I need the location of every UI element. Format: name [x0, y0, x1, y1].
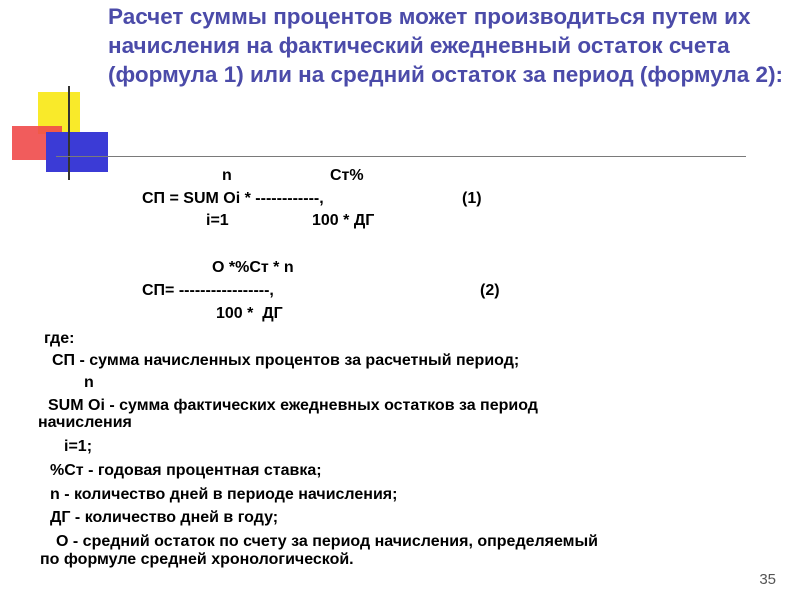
formula1-number: (1) — [462, 190, 482, 207]
title-divider-line — [56, 156, 746, 157]
formula2-numerator: О *%Ст * n — [212, 259, 294, 276]
definition-sum-oi-continued: начисления — [38, 414, 132, 431]
formula1-sum-lower-limit: i=1 — [206, 212, 229, 229]
definition-sp: СП - сумма начисленных процентов за расчетный период; — [52, 352, 520, 369]
definition-o-continued: по формуле средней хронологической. — [40, 551, 354, 568]
definition-sum-lower-limit: i=1; — [64, 438, 93, 455]
formula1-denominator: 100 * ДГ — [312, 212, 375, 229]
definitions-where: где: — [44, 330, 75, 347]
decorative-blue-rectangle — [46, 132, 108, 172]
formula1-rate: Ст% — [330, 167, 364, 184]
page-number: 35 — [759, 571, 776, 588]
formula2-main: СП= -----------------, — [142, 282, 274, 299]
formula2-number: (2) — [480, 282, 500, 299]
definition-n-days: n - количество дней в периоде начисления; — [50, 486, 398, 503]
formula1-main: СП = SUM Oi * ------------, — [142, 190, 324, 207]
formula1-sum-upper-limit: n — [222, 167, 232, 184]
formula2-denominator: 100 * ДГ — [216, 305, 283, 322]
slide-title: Расчет суммы процентов может производиться путем их начисления на фактический ежедневный остаток счета (формула 1) или на средний остаток за период (формула 2): — [108, 4, 784, 87]
definition-sum-upper-limit: n — [84, 374, 94, 391]
definition-o: О - средний остаток по счету за период начисления, определяемый — [56, 533, 599, 550]
decorative-vertical-line — [68, 86, 70, 180]
definition-sum-oi: SUM Oi - сумма фактических ежедневных остатков за период — [48, 397, 538, 414]
definition-rate: %Ст - годовая процентная ставка; — [50, 462, 322, 479]
definition-dg: ДГ - количество дней в году; — [50, 509, 279, 526]
